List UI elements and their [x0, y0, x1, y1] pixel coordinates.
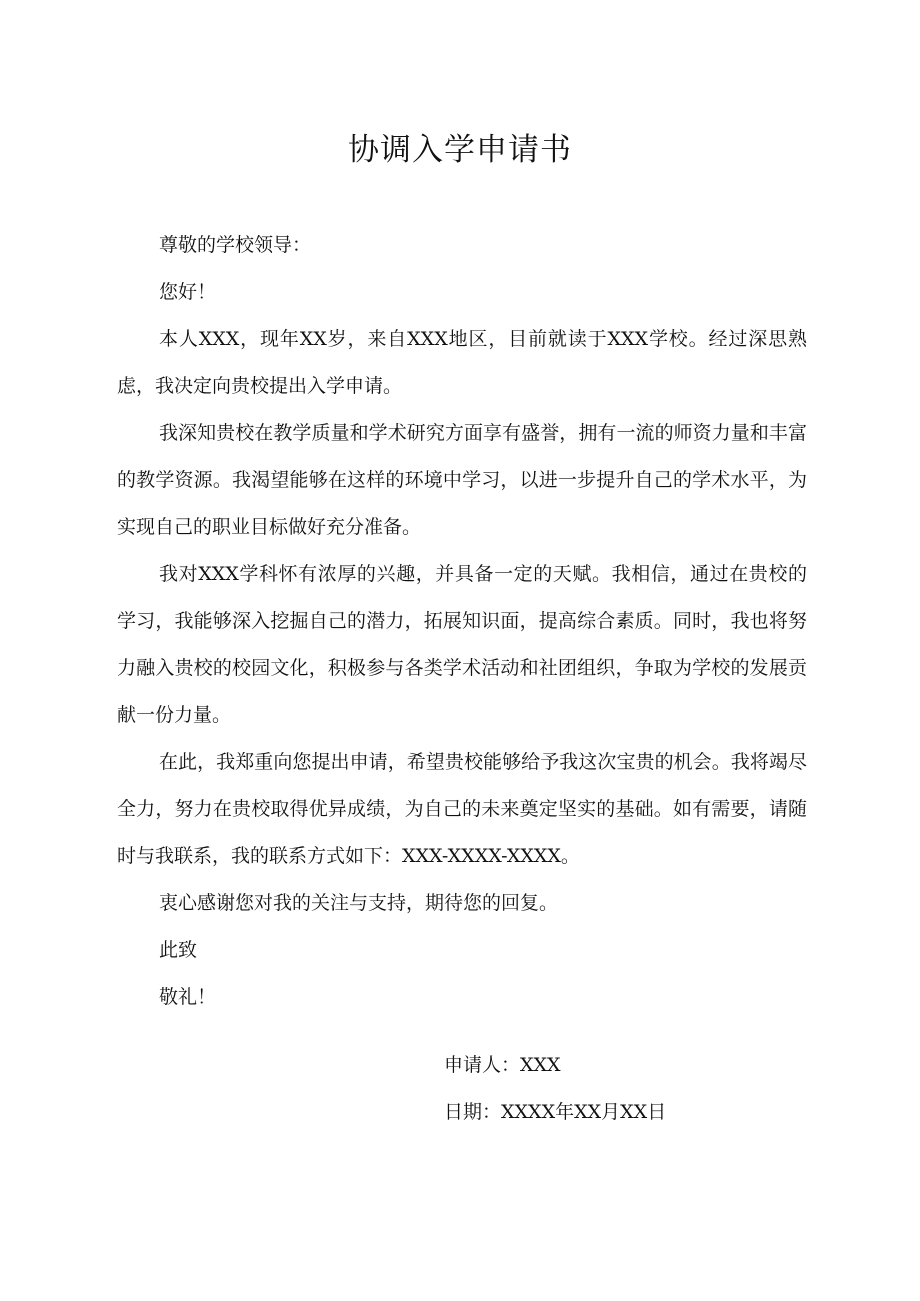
closing-line-2: 敬礼！ [159, 986, 217, 1008]
application-date: 日期：XXXX年XX月XX日 [444, 1101, 667, 1123]
salutation: 尊敬的学校领导： [159, 234, 312, 256]
paragraph-thanks: 衷心感谢您对我的关注与支持，期待您的回复。 [159, 892, 559, 914]
greeting: 您好！ [159, 281, 217, 303]
paragraph-request: 在此，我郑重向您提出申请，希望贵校能够给予我这次宝贵的机会。我将竭尽全力，努力在贵校取得优异成绩，为自己的未来奠定坚实的基础。如有需要，请随时与我联系，我的联系方式如下：XXX-XXXX-XXXX。 [117, 751, 807, 867]
signature-block [444, 1042, 824, 1136]
applicant-name: 申请人：XXX [444, 1054, 561, 1076]
paragraph-reason: 我深知贵校在教学质量和学术研究方面享有盛誉，拥有一流的师资力量和丰富的教学资源。我渴望能够在这样的环境中学习，以进一步提升自己的学术水平，为实现自己的职业目标做好充分准备。 [117, 422, 807, 538]
paragraph-intro: 本人XXX，现年XX岁，来自XXX地区，目前就读于XXX学校。经过深思熟虑，我决定向贵校提出入学申请。 [117, 328, 807, 397]
closing-line-1: 此致 [159, 939, 198, 961]
document-title: 协调入学申请书 [348, 132, 572, 168]
paragraph-interest: 我对XXX学科怀有浓厚的兴趣，并具备一定的天赋。我相信，通过在贵校的学习，我能够深入挖掘自己的潜力，拓展知识面，提高综合素质。同时，我也将努力融入贵校的校园文化，积极参与各类学术活动和社团组织，争取为学校的发展贡献一份力量。 [117, 563, 807, 726]
letter-body [117, 222, 807, 1021]
